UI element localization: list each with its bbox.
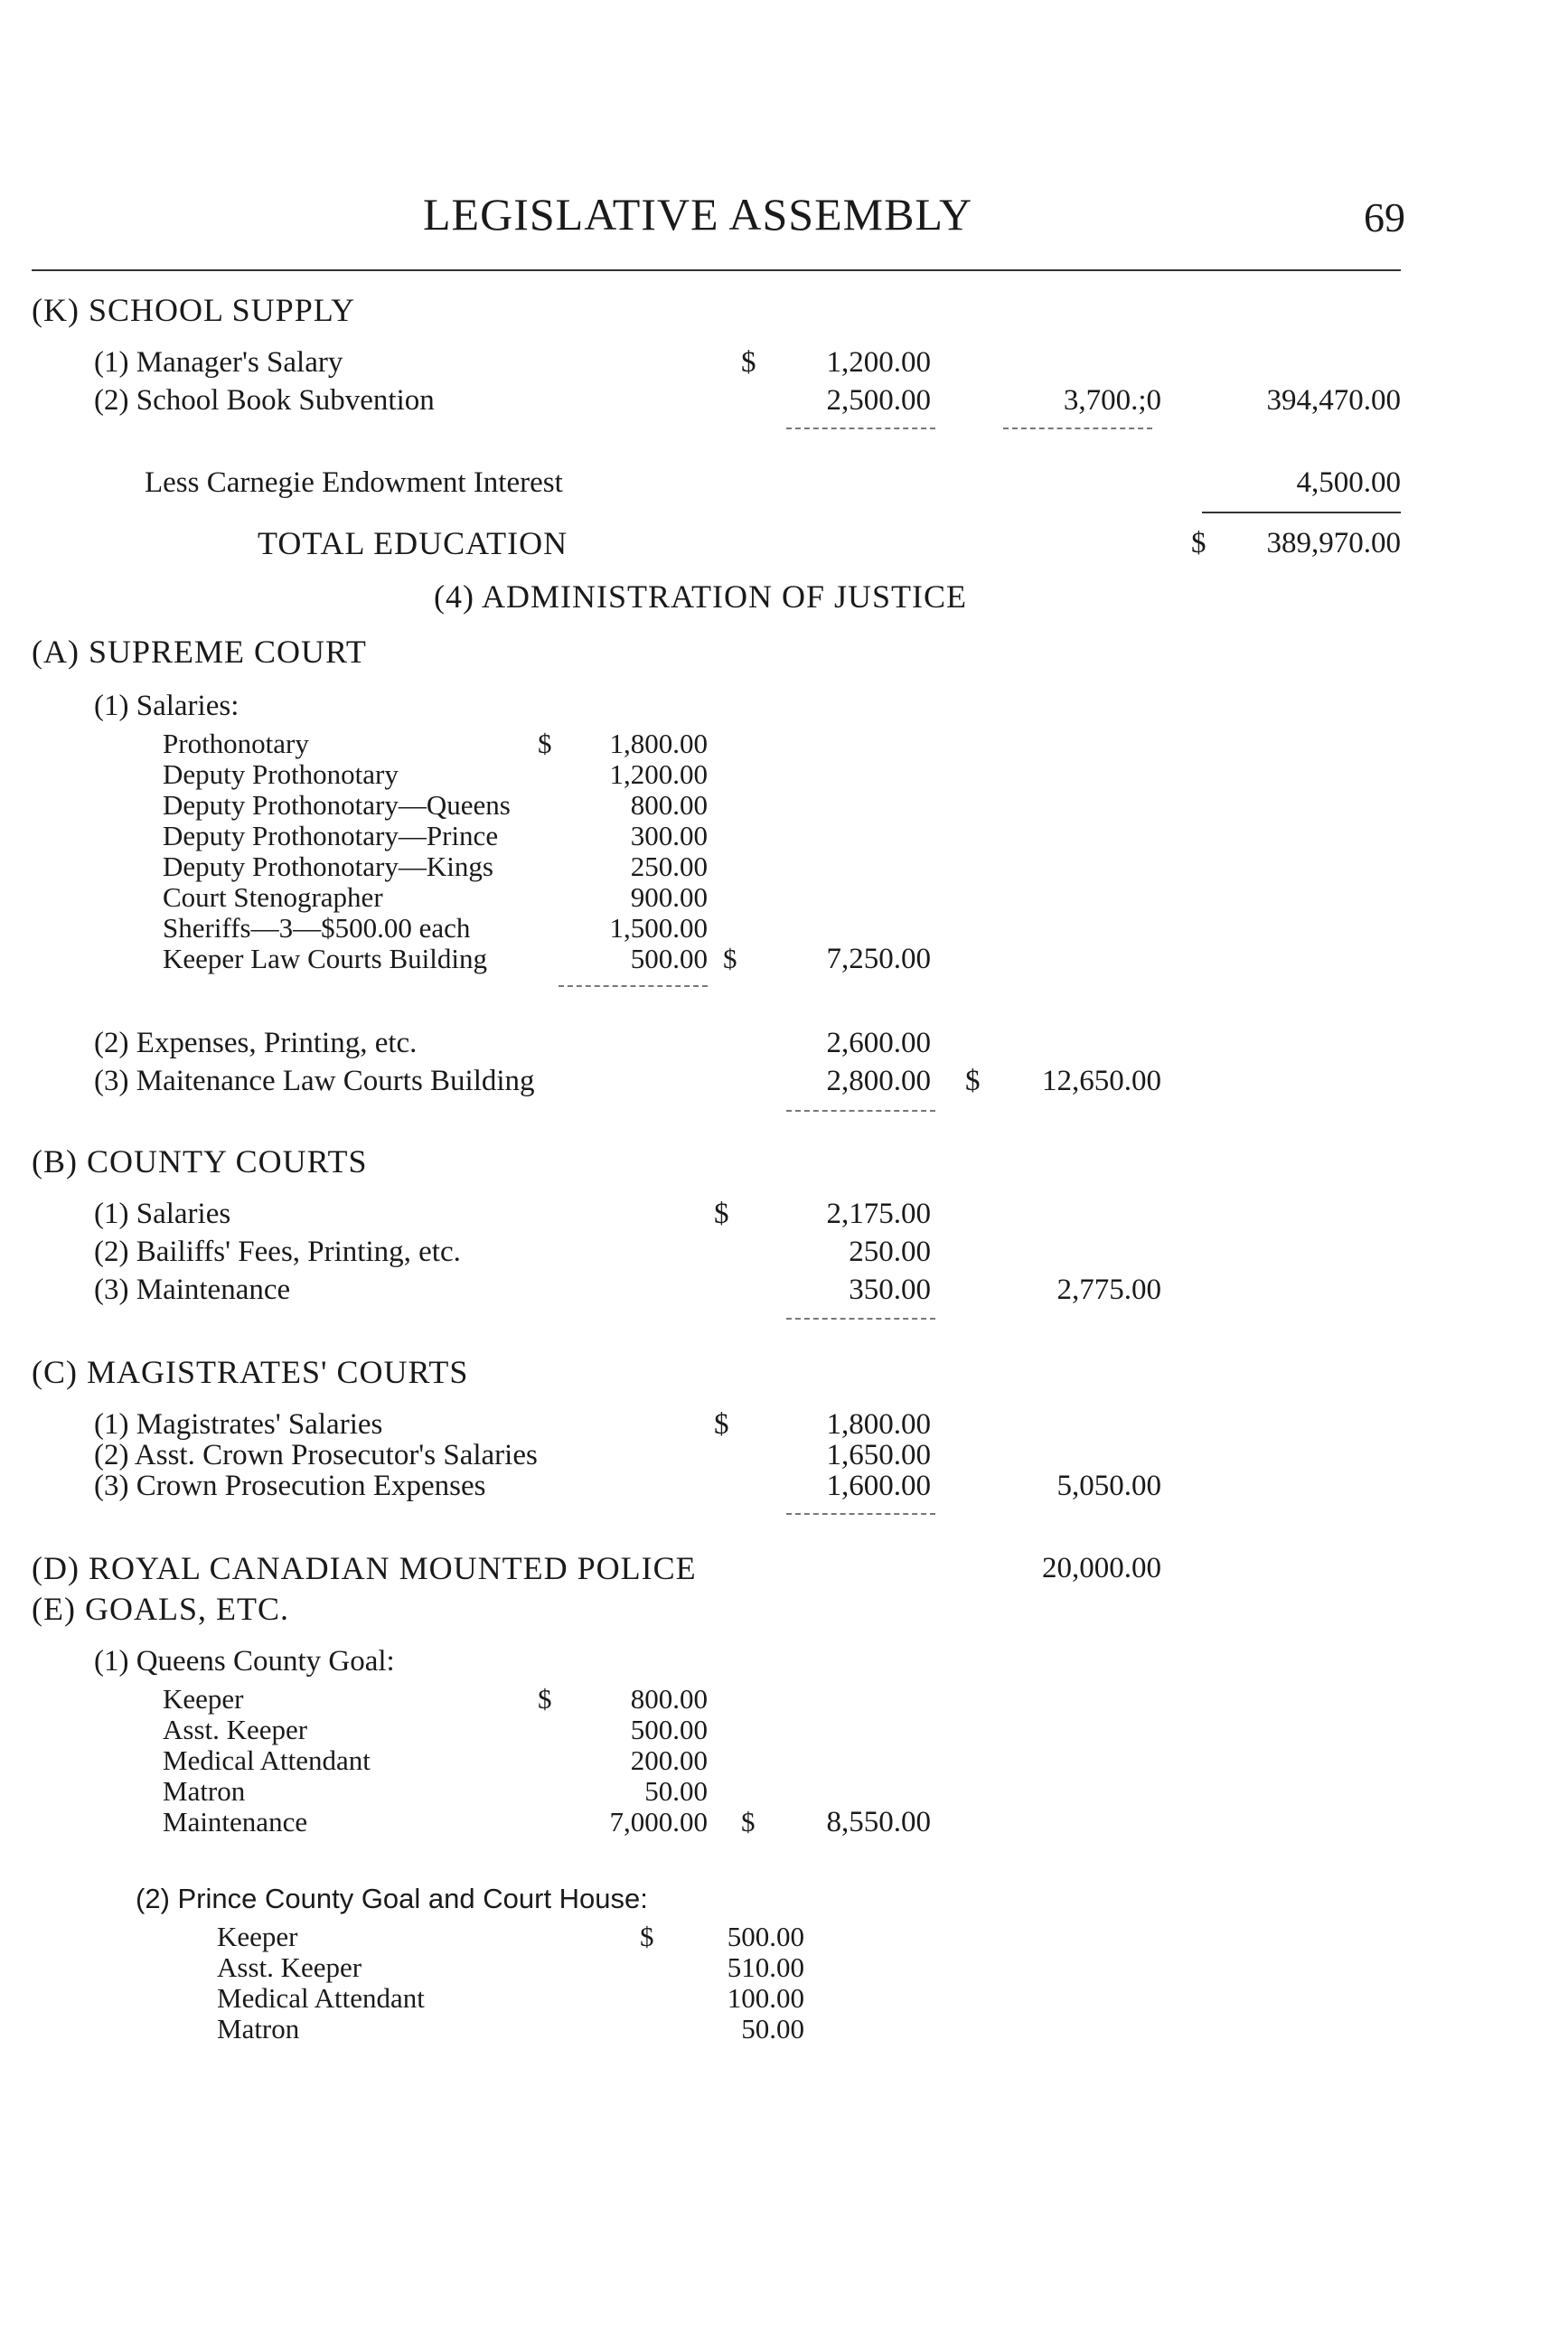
- queens-line-label: Keeper: [163, 1683, 244, 1715]
- county-line-amount: 350.00: [849, 1274, 931, 1306]
- salary-line-amount: 1,200.00: [609, 758, 708, 790]
- dollar-sign: $: [1191, 527, 1207, 559]
- queens-line-amount: 50.00: [644, 1775, 708, 1807]
- prince-line-amount: 100.00: [727, 1982, 804, 2014]
- supreme-court-total: 12,650.00: [1042, 1065, 1161, 1097]
- salary-line-amount: 1,800.00: [609, 728, 708, 759]
- rcmp-amount: 20,000.00: [1042, 1552, 1161, 1584]
- prince-goal-label: (2) Prince County Goal and Court House:: [136, 1883, 648, 1914]
- salary-line-amount: 250.00: [630, 851, 708, 882]
- education-gross-total: 394,470.00: [1266, 384, 1401, 417]
- less-carnegie-amount: 4,500.00: [1296, 466, 1401, 499]
- salary-line-label: Prothonotary: [163, 728, 309, 759]
- school-supply-heading: (K) SCHOOL SUPPLY: [32, 292, 356, 328]
- county-line-label: (3) Maintenance: [94, 1274, 291, 1306]
- prince-line-amount: 500.00: [727, 1921, 804, 1952]
- salary-line-label: Sheriffs—3—$500.00 each: [163, 912, 471, 944]
- magistrates-line-amount: 1,650.00: [826, 1439, 931, 1471]
- underline: [786, 1513, 935, 1515]
- supreme-court-heading: (A) SUPREME COURT: [32, 634, 367, 670]
- dollar-sign: $: [965, 1065, 981, 1097]
- underline: [786, 1318, 935, 1320]
- queens-line-label: Matron: [163, 1775, 246, 1807]
- page-title: LEGISLATIVE ASSEMBLY: [423, 189, 973, 240]
- salary-line-amount: 300.00: [630, 820, 708, 851]
- prince-line-label: Matron: [217, 2013, 300, 2044]
- queens-line-amount: 500.00: [630, 1714, 708, 1745]
- underline: [786, 428, 935, 429]
- county-line-label: (2) Bailiffs' Fees, Printing, etc.: [94, 1236, 461, 1268]
- prince-line-amount: 50.00: [741, 2013, 804, 2044]
- salary-line-amount: 900.00: [630, 881, 708, 913]
- underline: [559, 985, 708, 987]
- dollar-sign: $: [714, 1198, 729, 1230]
- book-subvention-amount: 2,500.00: [826, 384, 931, 417]
- county-line-amount: 250.00: [849, 1236, 931, 1268]
- queens-line-amount: 800.00: [630, 1683, 708, 1715]
- magistrates-line-label: (2) Asst. Crown Prosecutor's Salaries: [94, 1439, 538, 1471]
- school-supply-subtotal: 3,700.;0: [1063, 384, 1161, 417]
- queens-line-amount: 200.00: [630, 1744, 708, 1776]
- salary-line-label: Deputy Prothonotary—Prince: [163, 820, 499, 851]
- total-education-amount: 389,970.00: [1266, 527, 1401, 559]
- salary-line-amount: 500.00: [630, 943, 708, 974]
- magistrates-line-label: (3) Crown Prosecution Expenses: [94, 1470, 486, 1502]
- supreme-salaries-subtotal: 7,250.00: [826, 943, 931, 975]
- manager-salary-label: (1) Manager's Salary: [94, 346, 343, 379]
- dollar-sign: $: [741, 346, 756, 379]
- total-education-label: TOTAL EDUCATION: [258, 525, 568, 561]
- book-subvention-label: (2) School Book Subvention: [94, 384, 435, 417]
- underline: [1003, 428, 1152, 429]
- prince-line-label: Keeper: [217, 1921, 298, 1952]
- expenses-label: (2) Expenses, Printing, etc.: [94, 1027, 418, 1059]
- dollar-sign: $: [538, 728, 552, 759]
- queens-goal-label: (1) Queens County Goal:: [94, 1645, 395, 1678]
- expenses-amount: 2,600.00: [826, 1027, 931, 1059]
- magistrates-line-amount: 1,600.00: [826, 1470, 931, 1502]
- dollar-sign: $: [640, 1921, 654, 1952]
- salary-line-amount: 800.00: [630, 789, 708, 821]
- dollar-sign: $: [723, 943, 737, 974]
- dollar-sign: $: [714, 1408, 729, 1441]
- county-line-label: (1) Salaries: [94, 1198, 231, 1230]
- rcmp-heading: (D) ROYAL CANADIAN MOUNTED POLICE: [32, 1550, 697, 1586]
- queens-line-label: Asst. Keeper: [163, 1714, 308, 1745]
- county-courts-total: 2,775.00: [1056, 1274, 1161, 1306]
- magistrates-courts-heading: (C) MAGISTRATES' COURTS: [32, 1354, 469, 1390]
- justice-heading: (4) ADMINISTRATION OF JUSTICE: [434, 578, 968, 615]
- manager-salary-amount: 1,200.00: [826, 346, 931, 379]
- salary-line-label: Keeper Law Courts Building: [163, 943, 488, 974]
- salary-line-label: Deputy Prothonotary—Queens: [163, 789, 511, 821]
- salary-line-amount: 1,500.00: [609, 912, 708, 944]
- underline: [786, 1110, 935, 1112]
- queens-goal-subtotal: 8,550.00: [826, 1806, 931, 1838]
- underline: [1202, 512, 1401, 513]
- page-number: 69: [1364, 194, 1405, 240]
- magistrates-line-amount: 1,800.00: [826, 1408, 931, 1441]
- queens-line-label: Medical Attendant: [163, 1744, 371, 1776]
- maintenance-amount: 2,800.00: [826, 1065, 931, 1097]
- prince-line-amount: 510.00: [727, 1951, 804, 1983]
- dollar-sign: $: [538, 1683, 552, 1715]
- salary-line-label: Deputy Prothonotary: [163, 758, 399, 790]
- dollar-sign: $: [741, 1806, 756, 1838]
- prince-line-label: Asst. Keeper: [217, 1951, 362, 1983]
- maintenance-label: (3) Maitenance Law Courts Building: [94, 1065, 535, 1097]
- goals-heading: (E) GOALS, ETC.: [32, 1591, 289, 1627]
- salary-line-label: Court Stenographer: [163, 881, 383, 913]
- magistrates-line-label: (1) Magistrates' Salaries: [94, 1408, 383, 1441]
- county-courts-heading: (B) COUNTY COURTS: [32, 1143, 368, 1180]
- prince-line-label: Medical Attendant: [217, 1982, 425, 2014]
- queens-line-label: Maintenance: [163, 1806, 308, 1838]
- queens-line-amount: 7,000.00: [609, 1806, 708, 1838]
- county-line-amount: 2,175.00: [826, 1198, 931, 1230]
- less-carnegie-label: Less Carnegie Endowment Interest: [145, 466, 563, 499]
- header-rule: [32, 269, 1401, 271]
- salaries-label: (1) Salaries:: [94, 690, 239, 722]
- salary-line-label: Deputy Prothonotary—Kings: [163, 851, 493, 882]
- magistrates-courts-total: 5,050.00: [1056, 1470, 1161, 1502]
